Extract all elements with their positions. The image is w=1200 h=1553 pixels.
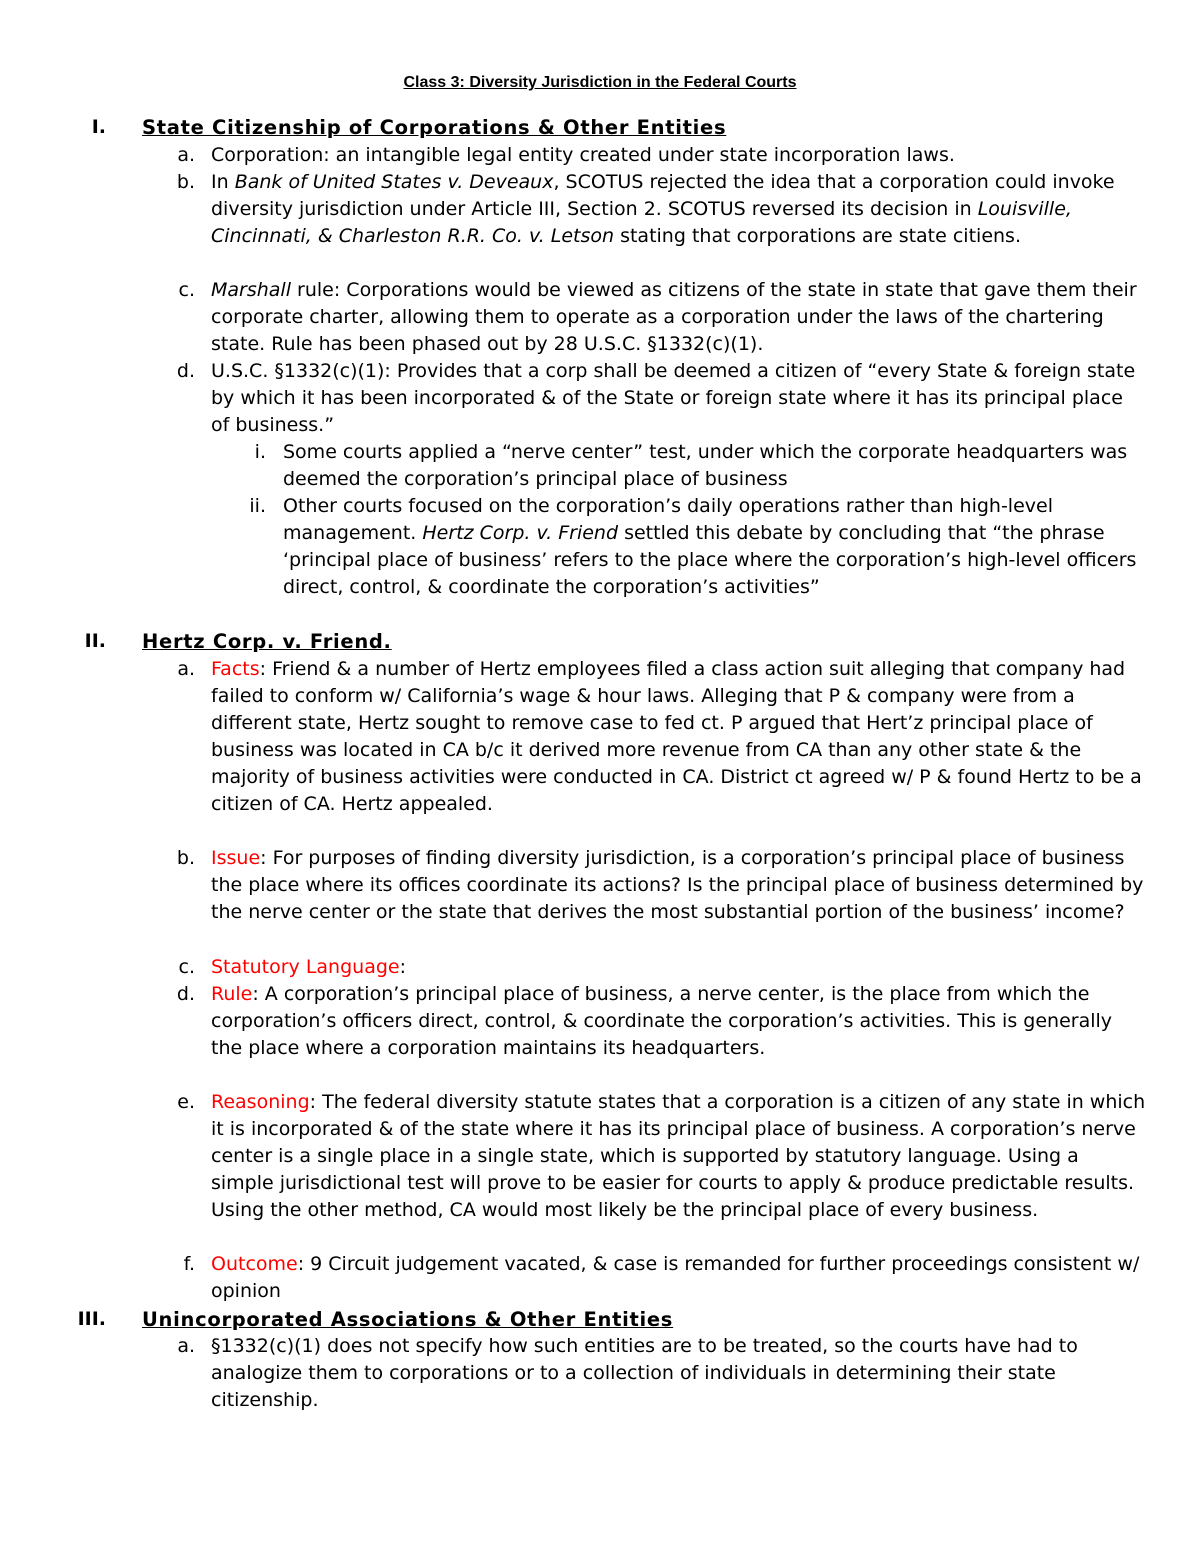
case-name: Bank of United States v. Deveaux (234, 171, 554, 193)
list-marker: a. (177, 1335, 195, 1357)
case-name: Hertz Corp. v. Friend (422, 522, 619, 544)
list-marker: ii. (249, 495, 266, 517)
text-run: : 9 Circuit judgement vacated, & case is remanded for further proceedings consistent w/ opinion (211, 1253, 1140, 1302)
section-heading: Hertz Corp. v. Friend. (142, 630, 392, 653)
case-name: Marshall (211, 279, 291, 301)
text-run: In (211, 171, 235, 193)
red-label: Outcome (211, 1253, 298, 1275)
list-marker: e. (177, 1091, 195, 1113)
list-marker: b. (176, 847, 195, 869)
text-run: : Friend & a number of Hertz employees filed a class action suit alleging that company had failed to conform w/ California’s wage & hour laws. Alleging that P & company were from a different state, Hertz sought to remove case to fed ct. P argued that Hert’z principal place of business was located in CA b/c it derived more revenue from CA than any other state & the majority of business activities were conducted in CA. District ct agreed w/ P & found Hertz to be a citizen of CA. Hertz appealed. (211, 658, 1142, 815)
section-heading: State Citizenship of Corporations & Other Entities (142, 116, 727, 139)
list-item-text (211, 981, 1146, 1062)
list-item-text (283, 493, 1143, 601)
list-item-text (211, 656, 1146, 818)
list-marker: d. (176, 983, 195, 1005)
section-heading: Unincorporated Associations & Other Entities (142, 1308, 674, 1331)
list-item-text (211, 845, 1146, 926)
list-marker: b. (176, 171, 195, 193)
red-label: Rule (211, 983, 253, 1005)
list-marker: a. (177, 144, 195, 166)
document-title: Class 3: Diversity Jurisdiction in the Federal Courts (403, 74, 797, 91)
section-number: I. (91, 116, 106, 138)
list-item-text (211, 954, 1146, 981)
text-run: : For purposes of finding diversity jurisdiction, is a corporation’s principal place of business the place where its offices coordinate its actions? Is the principal place of business determined by the nerve center or the state that derives the most substantial portion of the business’ income? (211, 847, 1144, 923)
red-label: Issue (211, 847, 261, 869)
red-label: Facts (211, 658, 260, 680)
list-marker: c. (178, 956, 195, 978)
list-marker: i. (254, 441, 266, 463)
red-label: Reasoning (211, 1091, 310, 1113)
list-item-text: §1332(c)(1) does not specify how such entities are to be treated, so the courts have had to analogize them to corporations or to a collection of individuals in determining their state citizenship. (211, 1335, 1078, 1411)
list-item-text (211, 169, 1146, 250)
case-name: Louisville, Cincinnati, & Charleston R.R. Co. v. Letson (211, 198, 1072, 247)
section-number: II. (84, 630, 106, 652)
list-marker: a. (177, 658, 195, 680)
list-marker: f. (183, 1253, 195, 1275)
text-run: , SCOTUS rejected the idea that a corporation could invoke diversity jurisdiction under Article III, Section 2. SCOTUS reversed its decision in (211, 171, 1115, 220)
text-run: : A corporation’s principal place of business, a nerve center, is the place from which the corporation’s officers direct, control, & coordinate the corporation’s activities. This is generally the place where a corporation maintains its headquarters. (211, 983, 1113, 1059)
list-item-text (211, 1089, 1146, 1224)
text-run: rule: Corporations would be viewed as citizens of the state in state that gave them their corporate charter, allowing them to operate as a corporation under the laws of the chartering state. Rule has been phased out by 28 U.S.C. §1332(c)(1). (211, 279, 1137, 355)
text-run: : (399, 956, 406, 978)
list-marker: c. (178, 279, 195, 301)
list-item-text (211, 277, 1146, 358)
list-item-text (211, 1251, 1146, 1305)
text-run: stating that corporations are state citiens. (614, 225, 1021, 247)
list-marker: d. (176, 360, 195, 382)
red-label: Statutory Language (211, 956, 400, 978)
list-item-text: Some courts applied a “nerve center” test, under which the corporate headquarters was deemed the corporation’s principal place of business (283, 441, 1128, 490)
text-run: : The federal diversity statute states that a corporation is a citizen of any state in which it is incorporated & of the state where it has its principal place of business. A corporation’s nerve center is a single place in a single state, which is supported by statutory language. Using a simple jurisdictional test will prove to be easier for courts to apply & produce predictable results. Using the other method, CA would most likely be the principal place of every business. (211, 1091, 1146, 1221)
text-run: settled this debate by concluding that “the phrase ‘principal place of business’ refers to the place where the corporation’s high-level officers direct, control, & coordinate the corporation’s activities” (283, 522, 1137, 598)
list-item-text: U.S.C. §1332(c)(1): Provides that a corp shall be deemed a citizen of “every State & foreign state by which it has been incorporated & of the State or foreign state where it has its principal place of business.” (211, 360, 1136, 436)
section-number: III. (77, 1308, 106, 1330)
list-item-text: Corporation: an intangible legal entity created under state incorporation laws. (211, 144, 955, 166)
text-run: Other courts focused on the corporation’s daily operations rather than high-level management. (283, 495, 1053, 544)
